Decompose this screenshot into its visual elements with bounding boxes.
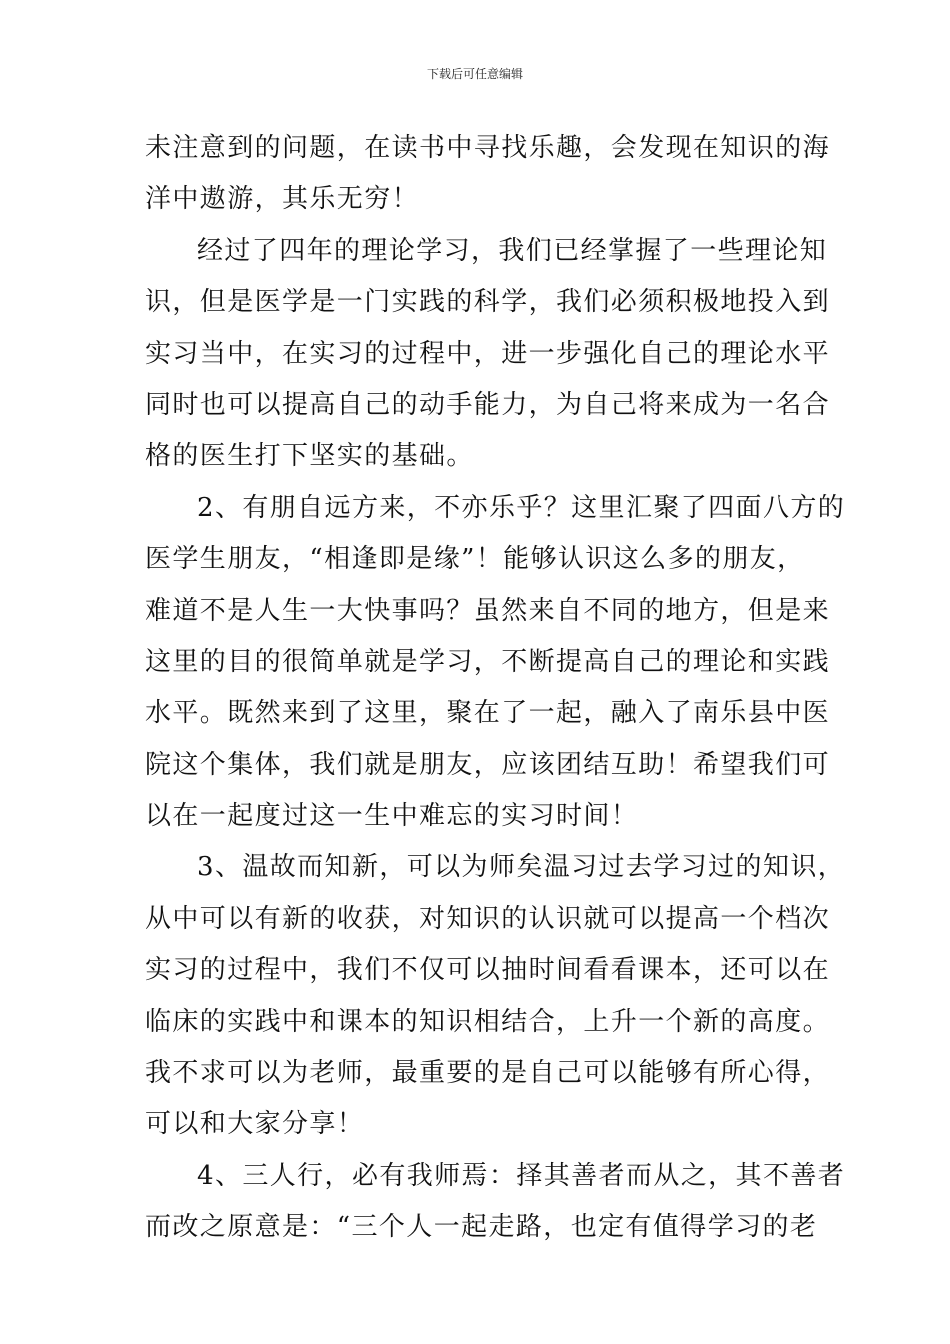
text-line: 我不求可以为老师，最重要的是自己可以能够有所心得， xyxy=(145,1058,831,1089)
text-line: 临床的实践中和课本的知识相结合，上升一个新的高度。 xyxy=(145,1006,831,1037)
text-line: 洋中遨游，其乐无穷！ xyxy=(145,184,420,215)
text-line: 格的医生打下坚实的基础。 xyxy=(145,441,474,472)
text-line: 而改之原意是：“三个人一起走路，也定有值得学习的老 xyxy=(145,1212,818,1243)
paragraph-start-line: 2、有朋自远方来，不亦乐乎？这里汇聚了四面八方的 xyxy=(197,492,846,523)
paragraph-start-line: 经过了四年的理论学习，我们已经掌握了一些理论知 xyxy=(197,235,828,266)
page-header: 下载后可任意编辑 xyxy=(426,67,523,81)
text-line: 医学生朋友，“相逢即是缘”！能够认识这么多的朋友， xyxy=(145,544,805,575)
text-line: 实习当中，在实习的过程中，进一步强化自己的理论水平 xyxy=(145,338,831,369)
text-line: 同时也可以提高自己的动手能力，为自己将来成为一名合 xyxy=(145,389,831,420)
text-line: 从中可以有新的收获，对知识的认识就可以提高一个档次 xyxy=(145,903,831,934)
text-line: 未注意到的问题，在读书中寻找乐趣，会发现在知识的海 xyxy=(145,133,831,163)
text-line: 实习的过程中，我们不仅可以抽时间看看课本，还可以在 xyxy=(145,955,831,986)
text-line: 这里的目的很简单就是学习，不断提高自己的理论和实践 xyxy=(145,646,831,677)
text-line: 难道不是人生一大快事吗？虽然来自不同的地方，但是来 xyxy=(145,595,831,626)
text-line: 可以和大家分享！ xyxy=(145,1109,365,1140)
paragraph-start-line: 3、温故而知新，可以为师矣温习过去学习过的知识， xyxy=(197,852,846,883)
text-line: 以在一起度过这一生中难忘的实习时间！ xyxy=(145,801,639,832)
paragraph-start-line: 4、三人行，必有我师焉：择其善者而从之，其不善者 xyxy=(197,1160,846,1191)
text-line: 院这个集体，我们就是朋友，应该团结互助！希望我们可 xyxy=(145,749,831,780)
text-line: 水平。既然来到了这里，聚在了一起，融入了南乐县中医 xyxy=(145,698,831,729)
text-line: 识，但是医学是一门实践的科学，我们必须积极地投入到 xyxy=(145,287,831,318)
document-body xyxy=(145,123,846,1254)
